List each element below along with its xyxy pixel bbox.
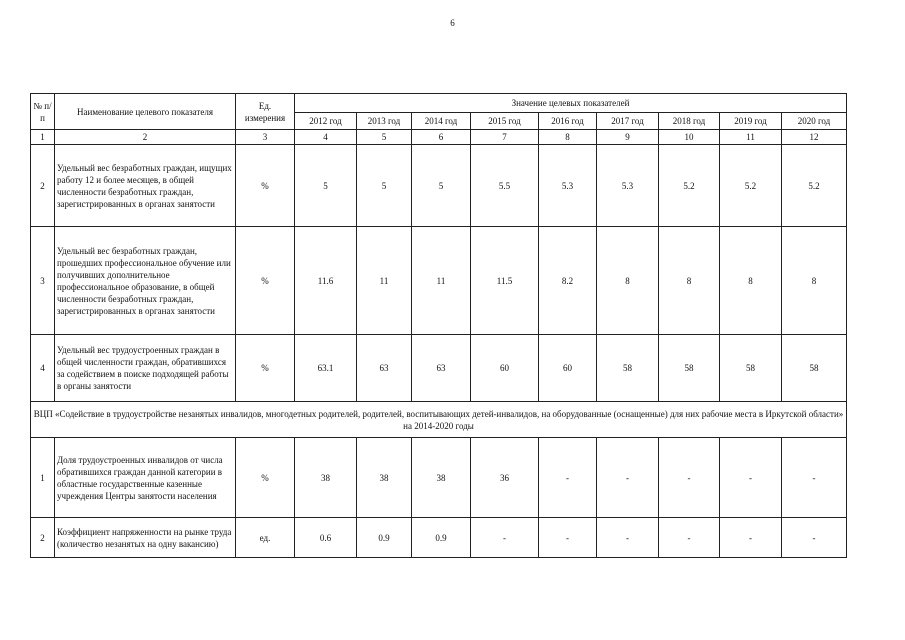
value-cell: 63.1 bbox=[295, 335, 357, 402]
header-year: 2012 год bbox=[295, 113, 357, 130]
value-cell: 11.5 bbox=[471, 227, 539, 335]
value-cell: 38 bbox=[295, 438, 357, 518]
column-number: 1 bbox=[31, 130, 55, 145]
value-cell: 5.5 bbox=[471, 145, 539, 227]
value-cell: - bbox=[539, 438, 597, 518]
value-cell: - bbox=[720, 438, 782, 518]
column-number: 3 bbox=[236, 130, 295, 145]
column-number: 4 bbox=[295, 130, 357, 145]
value-cell: - bbox=[471, 518, 539, 558]
value-cell: - bbox=[597, 438, 659, 518]
section-title: ВЦП «Содействие в трудоустройстве незанятых инвалидов, многодетных родителей, родителей, воспитывающих детей-инвалидов, на оборудованные (оснащенные) для них рабочие места в Иркутской области» на 2014-2020 годы bbox=[31, 402, 847, 438]
value-cell: 8 bbox=[659, 227, 720, 335]
value-cell: 11 bbox=[412, 227, 471, 335]
header-unit: Ед. измерения bbox=[236, 94, 295, 130]
value-cell: 58 bbox=[782, 335, 847, 402]
value-cell: 5.2 bbox=[659, 145, 720, 227]
header-year: 2013 год bbox=[357, 113, 412, 130]
value-cell: 5.2 bbox=[782, 145, 847, 227]
value-cell: 0.6 bbox=[295, 518, 357, 558]
indicator-name: Удельный вес трудоустроенных граждан в общей численности граждан, обратившихся за содействием в поиске подходящей работы в органы занятости bbox=[55, 335, 236, 402]
value-cell: 8 bbox=[782, 227, 847, 335]
row-num: 4 bbox=[31, 335, 55, 402]
value-cell: 58 bbox=[597, 335, 659, 402]
value-cell: 11 bbox=[357, 227, 412, 335]
table-row bbox=[31, 335, 847, 402]
value-cell: 58 bbox=[659, 335, 720, 402]
value-cell: 0.9 bbox=[412, 518, 471, 558]
value-cell: 8.2 bbox=[539, 227, 597, 335]
column-number: 12 bbox=[782, 130, 847, 145]
table-row bbox=[31, 145, 847, 227]
unit-cell: % bbox=[236, 335, 295, 402]
value-cell: 36 bbox=[471, 438, 539, 518]
column-number: 8 bbox=[539, 130, 597, 145]
value-cell: 8 bbox=[597, 227, 659, 335]
value-cell: 5.3 bbox=[597, 145, 659, 227]
value-cell: 38 bbox=[357, 438, 412, 518]
page-number: 6 bbox=[450, 18, 455, 28]
value-cell: 63 bbox=[357, 335, 412, 402]
value-cell: 60 bbox=[539, 335, 597, 402]
table-row bbox=[31, 518, 847, 558]
value-cell: 5.2 bbox=[720, 145, 782, 227]
indicator-name: Удельный вес безработных граждан, прошедших профессиональное обучение или получивших дополнительное профессиональное образование, в общей численности безработных граждан, зарегистрированных в органах занятости bbox=[55, 227, 236, 335]
table-row bbox=[31, 438, 847, 518]
value-cell: 8 bbox=[720, 227, 782, 335]
unit-cell: % bbox=[236, 438, 295, 518]
row-num: 1 bbox=[31, 438, 55, 518]
value-cell: - bbox=[659, 438, 720, 518]
value-cell: 5.3 bbox=[539, 145, 597, 227]
value-cell: 58 bbox=[720, 335, 782, 402]
value-cell: 5 bbox=[412, 145, 471, 227]
unit-cell: % bbox=[236, 227, 295, 335]
column-number: 7 bbox=[471, 130, 539, 145]
value-cell: - bbox=[782, 438, 847, 518]
header-year: 2016 год bbox=[539, 113, 597, 130]
value-cell: - bbox=[782, 518, 847, 558]
value-cell: 11.6 bbox=[295, 227, 357, 335]
column-number: 6 bbox=[412, 130, 471, 145]
header-num: № п/п bbox=[31, 94, 55, 130]
row-num: 3 bbox=[31, 227, 55, 335]
value-cell: 38 bbox=[412, 438, 471, 518]
column-number: 5 bbox=[357, 130, 412, 145]
indicator-name: Коэффициент напряженности на рынке труда (количество незанятых на одну вакансию) bbox=[55, 518, 236, 558]
header-year: 2017 год bbox=[597, 113, 659, 130]
value-cell: - bbox=[659, 518, 720, 558]
header-year: 2020 год bbox=[782, 113, 847, 130]
header-values-group: Значение целевых показателей bbox=[295, 94, 847, 113]
value-cell: - bbox=[539, 518, 597, 558]
header-year: 2019 год bbox=[720, 113, 782, 130]
indicators-table bbox=[30, 93, 847, 558]
value-cell: 63 bbox=[412, 335, 471, 402]
row-num: 2 bbox=[31, 145, 55, 227]
header-year: 2014 год bbox=[412, 113, 471, 130]
unit-cell: ед. bbox=[236, 518, 295, 558]
value-cell: 0.9 bbox=[357, 518, 412, 558]
indicator-name: Доля трудоустроенных инвалидов от числа обратившихся граждан данной категории в областные государственные казенные учреждения Центры занятости населения bbox=[55, 438, 236, 518]
value-cell: 5 bbox=[357, 145, 412, 227]
column-number: 9 bbox=[597, 130, 659, 145]
value-cell: 5 bbox=[295, 145, 357, 227]
column-number: 10 bbox=[659, 130, 720, 145]
header-name: Наименование целевого показателя bbox=[55, 94, 236, 130]
header-year: 2018 год bbox=[659, 113, 720, 130]
value-cell: - bbox=[597, 518, 659, 558]
table-row bbox=[31, 227, 847, 335]
value-cell: 60 bbox=[471, 335, 539, 402]
row-num: 2 bbox=[31, 518, 55, 558]
unit-cell: % bbox=[236, 145, 295, 227]
column-number: 11 bbox=[720, 130, 782, 145]
value-cell: - bbox=[720, 518, 782, 558]
header-year: 2015 год bbox=[471, 113, 539, 130]
column-number: 2 bbox=[55, 130, 236, 145]
indicator-name: Удельный вес безработных граждан, ищущих работу 12 и более месяцев, в общей численности безработных граждан, зарегистрированных в органах занятости bbox=[55, 145, 236, 227]
